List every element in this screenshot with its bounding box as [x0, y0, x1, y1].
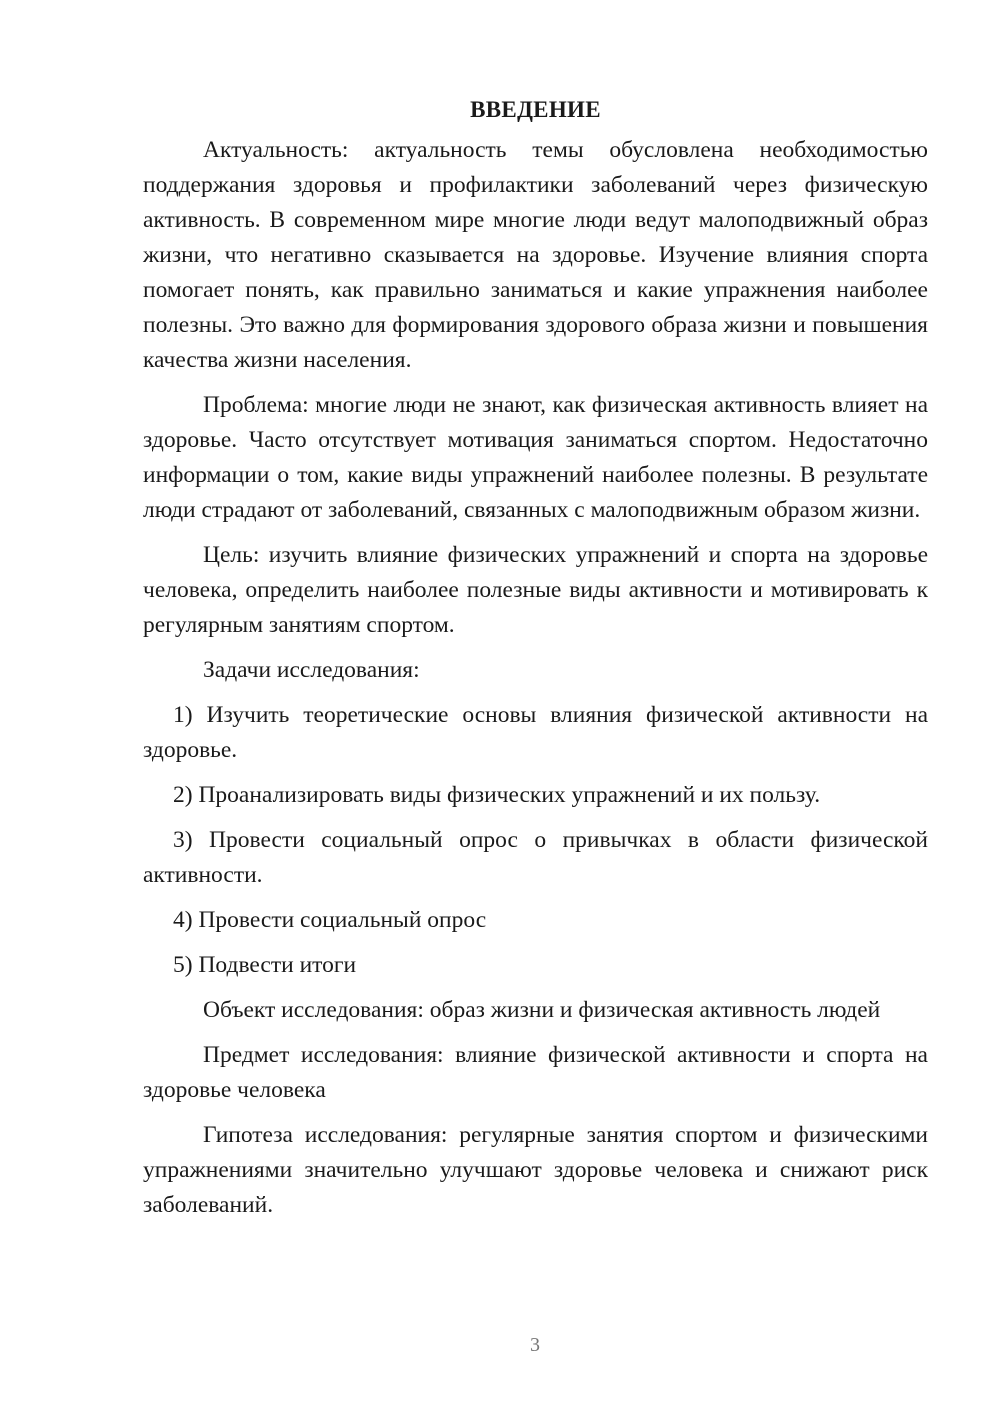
relevance-paragraph: Актуальность: актуальность темы обусловлена необходимостью поддержания здоровья и профилактики заболеваний через физическую активность. В современном мире многие люди ведут малоподвижный образ жизни, что негативно сказывается на здоровье. Изучение влияния спорта помогает понять, как правильно заниматься и какие упражнения наиболее полезны. Это важно для формирования здорового образа жизни и повышения качества жизни населения. [143, 137, 928, 373]
page-title: ВВЕДЕНИЕ [470, 97, 601, 122]
tasks-heading: Задачи исследования: [203, 657, 420, 683]
goal-paragraph: Цель: изучить влияние физических упражнений и спорта на здоровье человека, определить наиболее полезные виды активности и мотивировать к регулярным занятиям спортом. [143, 542, 928, 638]
research-object: Объект исследования: образ жизни и физическая активность людей [203, 997, 881, 1023]
problem-paragraph: Проблема: многие люди не знают, как физическая активность влияет на здоровье. Часто отсутствует мотивация заниматься спортом. Недостаточно информации о том, какие виды упражнений наиболее полезны. В результате люди страдают от заболеваний, связанных с малоподвижным образом жизни. [143, 392, 928, 523]
task-item-1: 1) Изучить теоретические основы влияния физической активности на здоровье. [143, 702, 928, 763]
research-hypothesis: Гипотеза исследования: регулярные занятия спортом и физическими упражнениями значительно улучшают здоровье человека и снижают риск заболеваний. [143, 1122, 928, 1218]
task-item-2: 2) Проанализировать виды физических упражнений и их пользу. [173, 782, 821, 808]
page-content [143, 92, 928, 1233]
task-item-5: 5) Подвести итоги [173, 952, 357, 978]
research-subject: Предмет исследования: влияние физической активности и спорта на здоровье человека [143, 1042, 928, 1103]
page-number: 3 [530, 1334, 540, 1356]
task-item-3: 3) Провести социальный опрос о привычках в области физической активности. [143, 827, 928, 888]
task-item-4: 4) Провести социальный опрос [173, 907, 487, 933]
